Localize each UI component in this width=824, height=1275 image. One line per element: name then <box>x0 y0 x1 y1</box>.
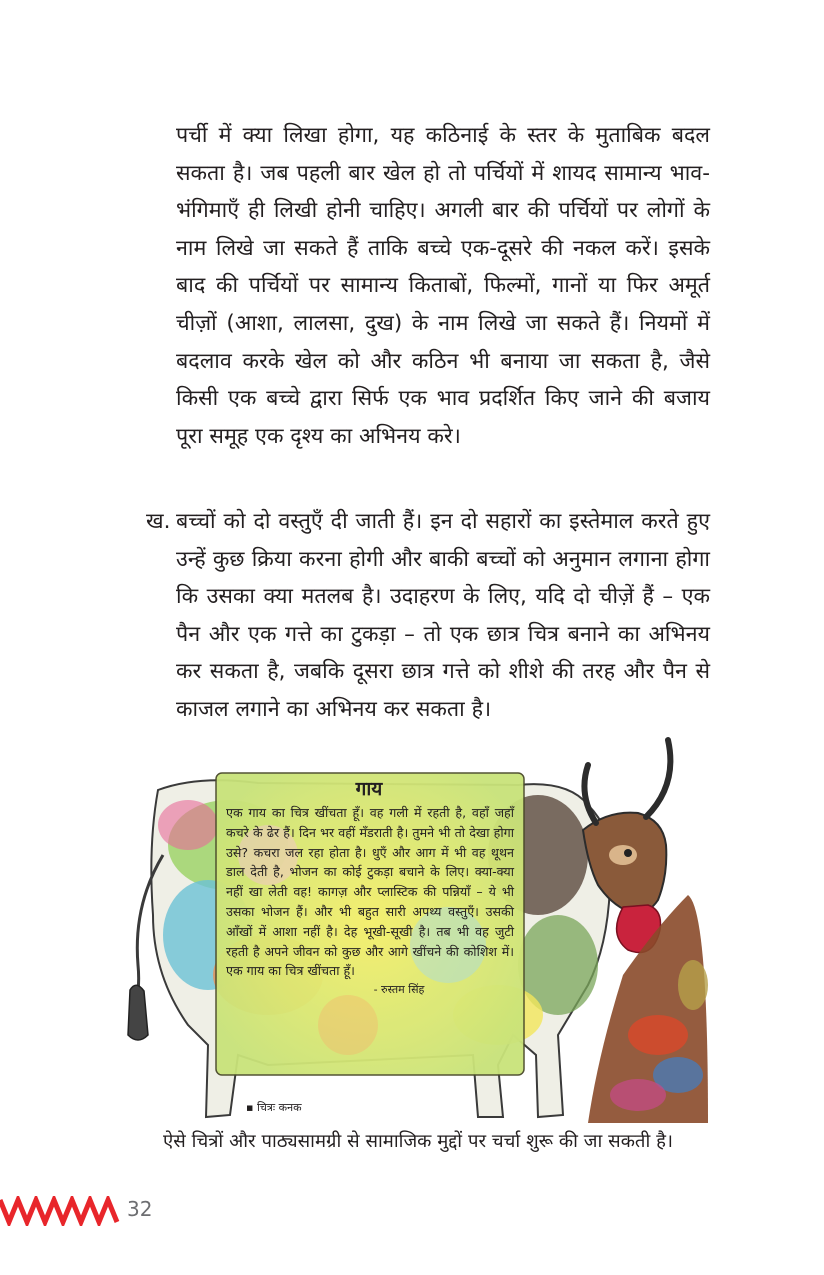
poem-title: गाय <box>355 778 383 800</box>
artist-credit <box>246 1100 302 1115</box>
artist-credit-text: चित्रः कनक <box>256 1101 302 1114</box>
cow-horn-right <box>646 740 670 817</box>
footer-zigzag-icon <box>0 1196 122 1226</box>
poem-box <box>216 775 522 1075</box>
page-number: 32 <box>127 1197 153 1221</box>
illustration-caption: ऐसे चित्रों और पाठ्यसामग्री से सामाजिक मुद्दों पर चर्चा शुरू की जा सकती है। <box>163 1131 673 1152</box>
poem-author: - रुस्तम सिंह <box>373 983 425 997</box>
credit-marker-icon: ▪ <box>246 1101 254 1114</box>
list-marker-kha: ख. <box>146 509 171 534</box>
paragraph-a: पर्ची में क्या लिखा होगा, यह कठिनाई के स्तर के मुताबिक बदल सकता है। जब पहली बार खेल हो तो पर्चियों में शायद सामान्य भाव-भंगिमाएँ ही लिखी होनी चाहिए। अगली बार की पर्चियों पर लोगों के नाम लिखे जा सकते हैं ताकि बच्चे एक-दूसरे की नकल करें। इसके बाद की पर्चियों पर सामान्य किताबों, फिल्मों, गानों या फिर अमूर्त चीज़ों (आशा, लालसा, दुख) के नाम लिखे जा सकते हैं। नियमों में बदलाव करके खेल को और कठिन भी बनाया जा सकता है, जैसे किसी एक बच्चे द्वारा सिर्फ एक भाव प्रदर्शित किए जाने की बजाय पूरा समूह एक दृश्य का अभिनय करे। <box>176 123 710 449</box>
paragraph-b: बच्चों को दो वस्तुएँ दी जाती हैं। इन दो सहारों का इस्तेमाल करते हुए उन्हें कुछ क्रिया करना होगी और बाकी बच्चों को अनुमान लगाना होगा कि उसका क्या मतलब है। उदाहरण के लिए, यदि दो चीज़ें हैं – एक पैन और एक गत्ते का टुकड़ा – तो एक छात्र चित्र बनाने का अभिनय कर सकता है, जबकि दूसरा छात्र गत्ते को शीशे की तरह और पैन से काजल लगाने का अभिनय कर सकता है। <box>176 509 710 722</box>
poem-text: एक गाय का चित्र खींचता हूँ। वह गली में रहती है, वहाँ जहाँ कचरे के ढेर हैं। दिन भर वहीं मँडराती है। तुमने भी तो देखा होगा उसे? कचरा जल रहा होता है। धुएँ और आग में भी वह थूथन डाल देती है, भोजन का कोई टुकड़ा बचाने के लिए। क्या-क्या नहीं खा लेती वह! कागज़ और प्लास्टिक की पन्नियाँ – ये भी उसका भोजन हैं। और भी बहुत सारी अपथ्य वस्तुएँ। उसकी आँखों में आशा नहीं है। देह भूखी-सूखी है। तब भी वह जुटी रहती है अपने जीवन को कुछ और आगे खींचने की कोशिश में। एक गाय का चित्र खींचता हूँ। <box>226 805 514 979</box>
